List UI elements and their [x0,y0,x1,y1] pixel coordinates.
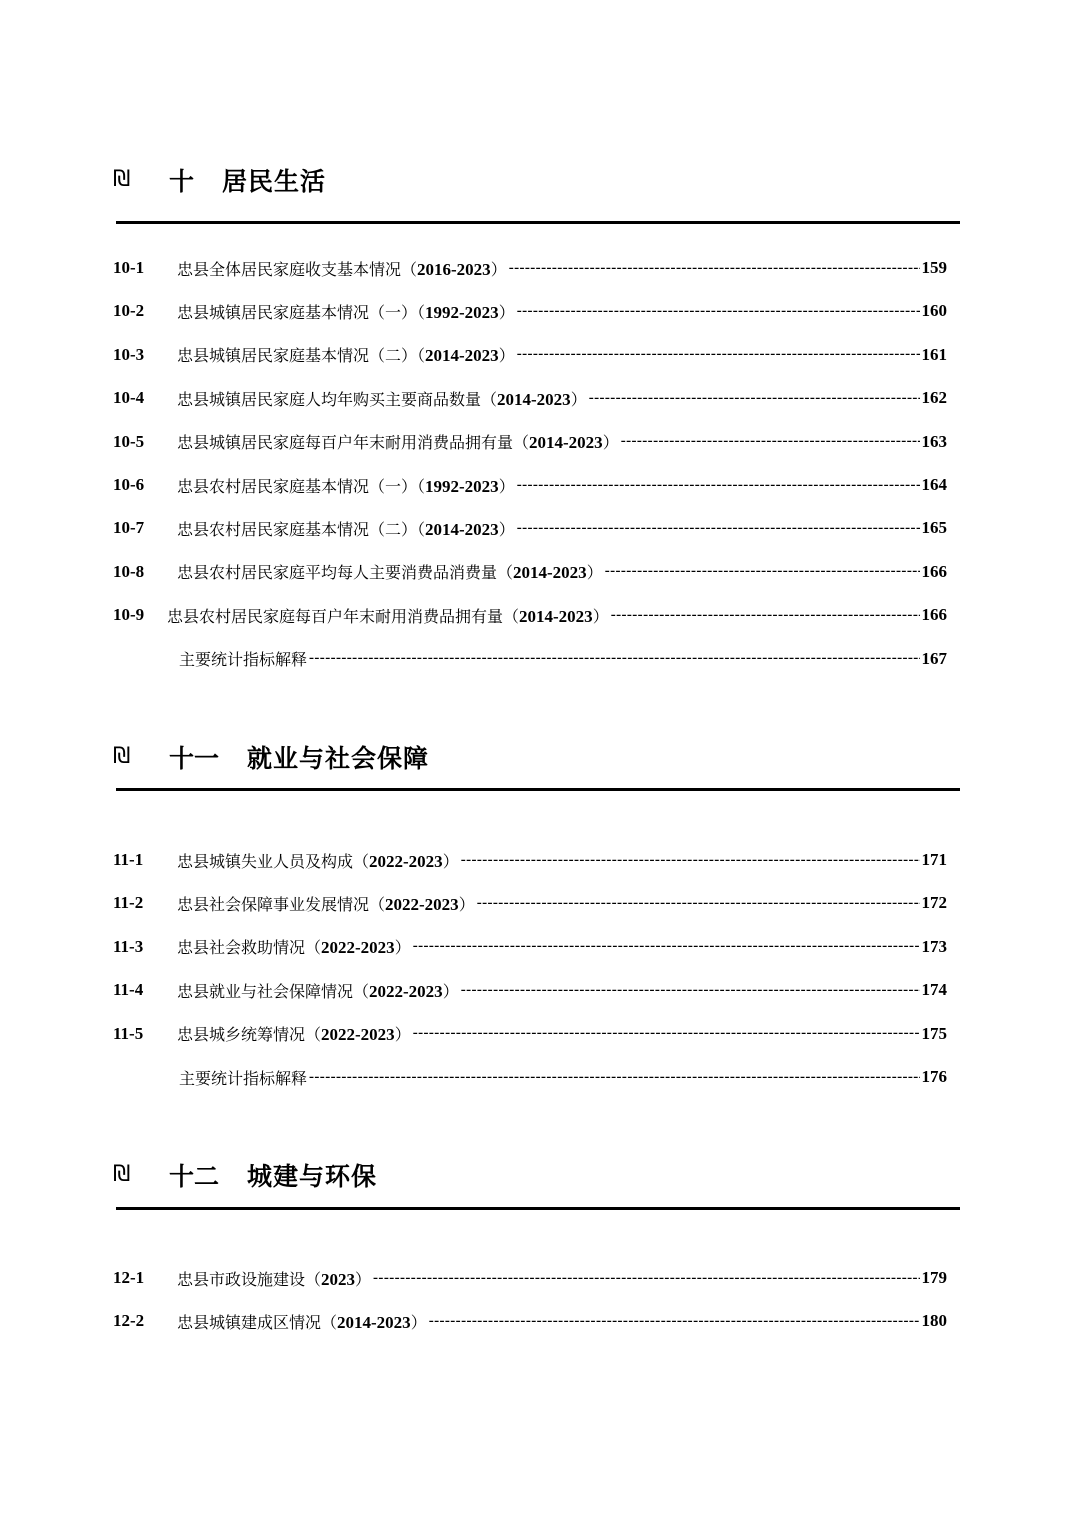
dot-leader [461,982,920,999]
dot-leader [477,895,920,912]
dot-leader [309,650,919,667]
entry-title [167,604,609,627]
entry-title [177,560,603,583]
dot-leader [517,477,920,494]
entry-title [177,1310,427,1333]
entry-title-text: 忠县城镇居民家庭基本情况（二）（ [177,346,426,366]
dot-leader [309,1069,919,1086]
entry-number: 10-4 [113,388,145,408]
entry-title-close: ） [410,1312,427,1332]
entry-title-close: ） [602,433,619,453]
entry-years: 2014-2023 [425,519,499,539]
section-header [113,1155,377,1195]
entry-years: 2022-2023 [369,851,443,871]
section-title: 居民生活 [222,167,327,196]
dot-leader [509,260,920,277]
entry-title [177,387,587,410]
entry-title-text: 忠县社会救助情况（ [177,938,322,958]
toc-entry[interactable] [113,848,947,872]
entry-years: 2014-2023 [497,389,571,409]
toc-entry[interactable] [113,256,947,280]
entry-title [177,300,515,323]
toc-entry[interactable] [113,299,947,323]
entry-title-close: ） [592,606,609,626]
dot-leader [589,390,920,407]
entry-title-close: ） [498,519,515,539]
toc-entry[interactable] [113,935,947,959]
entry-title-text: 忠县城镇建成区情况（ [177,1312,338,1332]
section-bullet-icon: ₪ [113,167,131,192]
entry-number: 12-2 [113,1311,145,1331]
page-number: 179 [921,1268,947,1287]
dot-leader [429,1313,920,1330]
entry-title-text: 主要统计指标解释 [179,650,308,670]
toc-entry[interactable] [113,473,947,497]
page-number: 165 [921,518,947,538]
toc-entry[interactable] [113,430,947,454]
entry-title [179,1066,307,1089]
entry-title [177,979,459,1002]
entry-title-close: ） [498,346,515,366]
dot-leader [413,1025,920,1042]
toc-entry[interactable] [113,1266,947,1290]
entry-title-text: 忠县就业与社会保障情况（ [177,981,370,1001]
entry-number: 11-2 [113,893,144,913]
dot-leader [621,433,920,450]
page-number: 171 [921,850,947,869]
entry-title-close: ） [498,302,515,322]
page-number: 166 [921,605,947,625]
entry-title [177,430,619,453]
page-number: 161 [921,344,947,364]
section-divider [116,788,960,791]
entry-title [177,1022,411,1045]
entry-title [177,257,507,280]
entry-title-text: 忠县社会保障事业发展情况（ [177,894,386,914]
entry-years: 2014-2023 [337,1312,411,1332]
entry-number: 10-5 [113,431,145,451]
entry-title [177,474,515,497]
dot-leader [413,938,920,955]
dot-leader [611,607,920,624]
toc-entry[interactable] [113,516,947,540]
entry-number: 11-4 [113,980,144,1000]
toc-entry[interactable] [113,891,947,915]
toc-entry[interactable] [113,603,947,627]
entry-years: 1992-2023 [425,476,499,496]
section-header [113,160,326,200]
page-number: 172 [921,893,947,913]
entry-years: 2022-2023 [369,981,443,1001]
page-number: 174 [921,980,947,1000]
entry-title [177,935,411,958]
toc-entry[interactable] [113,343,947,367]
entry-title-close: ） [394,1025,411,1045]
entry-number: 12-1 [113,1268,145,1287]
entry-title-close: ） [586,563,603,583]
entry-number: 11-3 [113,936,144,956]
entry-title [177,1267,371,1290]
dot-leader [373,1270,919,1287]
entry-years: 2014-2023 [519,606,593,626]
entry-number: 11-1 [113,850,144,869]
entry-title-text: 忠县市政设施建设（ [177,1269,322,1289]
section-divider [116,221,960,224]
toc-entry[interactable] [113,978,947,1002]
page-number: 176 [921,1067,947,1086]
entry-title-text: 忠县城镇失业人员及构成（ [177,851,370,871]
entry-years: 2023 [321,1269,356,1289]
section-divider [116,1207,960,1210]
section-header [113,737,429,777]
entry-title-close: ） [490,259,507,279]
page-number: 173 [921,936,947,956]
entry-years: 1992-2023 [425,302,499,322]
entry-title-close: ） [442,981,459,1001]
entry-years: 2014-2023 [425,346,499,366]
entry-number: 10-2 [113,301,145,321]
entry-number: 10-7 [113,518,145,538]
entry-years: 2022-2023 [321,938,395,958]
page-number: 160 [921,301,947,321]
entry-title-text: 忠县城镇居民家庭人均年购买主要商品数量（ [177,389,498,409]
entry-title-text: 忠县农村居民家庭基本情况（二）（ [177,519,426,539]
entry-title-text: 忠县农村居民家庭基本情况（一）（ [177,476,426,496]
entry-title [177,343,515,366]
toc-entry[interactable] [113,1065,947,1089]
toc-entry[interactable] [113,560,947,584]
page-number: 167 [921,648,947,668]
entry-number: 10-1 [113,258,145,277]
entry-title-text: 忠县农村居民家庭每百户年末耐用消费品拥有量（ [167,606,520,626]
section-title: 就业与社会保障 [247,744,430,773]
page-number: 159 [921,258,947,277]
entry-title-text: 忠县全体居民家庭收支基本情况（ [177,259,418,279]
section-bullet-icon: ₪ [113,1162,131,1187]
entry-number: 10-9 [113,605,145,625]
entry-title-text: 忠县城乡统筹情况（ [177,1025,322,1045]
toc-entry[interactable] [113,647,947,671]
entry-number: 11-5 [113,1023,144,1043]
entry-number: 10-8 [113,561,145,581]
entry-title [177,517,515,540]
page-number: 166 [921,561,947,581]
entry-title-text: 忠县城镇居民家庭每百户年末耐用消费品拥有量（ [177,433,530,453]
entry-years: 2014-2023 [513,563,587,583]
entry-title-close: ） [442,851,459,871]
entry-title-text: 忠县城镇居民家庭基本情况（一）（ [177,302,426,322]
page-number: 175 [921,1023,947,1043]
entry-title-close: ） [458,894,475,914]
section-title: 城建与环保 [247,1162,378,1191]
toc-entry[interactable] [113,1309,947,1333]
entry-title-close: ） [394,938,411,958]
section-number: 十一 [169,744,220,773]
page-number: 180 [921,1311,947,1331]
entry-title [179,647,307,670]
entry-title-text: 忠县农村居民家庭平均每人主要消费品消费量（ [177,563,514,583]
section-number: 十二 [169,1162,220,1191]
entry-title-text: 主要统计指标解释 [179,1068,308,1088]
dot-leader [517,346,920,363]
dot-leader [517,520,920,537]
entry-title-close: ） [570,389,587,409]
entry-number: 10-3 [113,344,145,364]
page-number: 164 [921,475,947,494]
dot-leader [605,563,920,580]
entry-years: 2022-2023 [321,1025,395,1045]
entry-title [177,849,459,872]
dot-leader [461,852,920,869]
entry-title-close: ） [355,1269,372,1289]
entry-years: 2022-2023 [385,894,459,914]
section-bullet-icon: ₪ [113,744,131,769]
toc-entry[interactable] [113,386,947,410]
entry-title-close: ） [498,476,515,496]
page-number: 162 [921,388,947,408]
section-number: 十 [169,167,195,196]
entry-number: 10-6 [113,475,145,494]
entry-title [177,892,475,915]
entry-years: 2014-2023 [529,433,603,453]
page-number: 163 [921,431,947,451]
dot-leader [517,303,920,320]
toc-entry[interactable] [113,1022,947,1046]
entry-years: 2016-2023 [417,259,491,279]
